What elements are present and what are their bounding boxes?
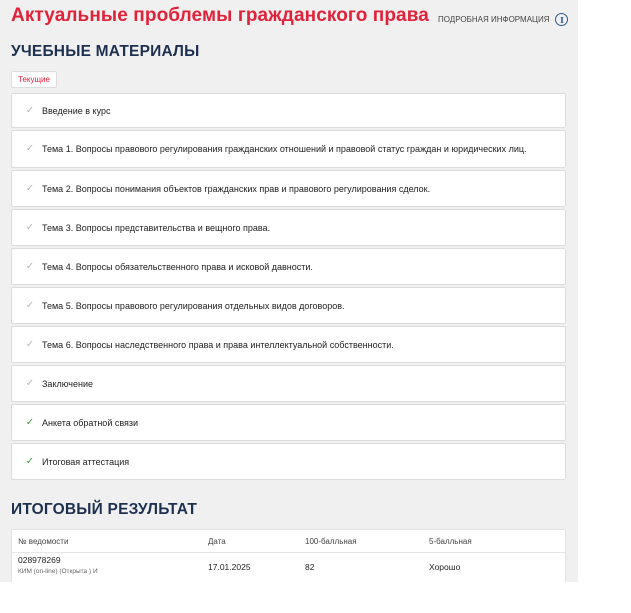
module-item-topic-6[interactable] — [11, 326, 566, 363]
module-label: Тема 4. Вопросы обязательственного права и исковой давности. — [42, 261, 313, 272]
module-item-topic-1[interactable] — [11, 130, 566, 168]
check-icon: ✓ — [25, 143, 35, 154]
column-header: № ведомости — [18, 536, 69, 546]
results-table — [11, 529, 566, 582]
module-item-conclusion[interactable] — [11, 365, 566, 402]
score100-cell: 82 — [305, 562, 315, 572]
module-item-topic-4[interactable] — [11, 248, 566, 285]
module-item-topic-5[interactable] — [11, 287, 566, 324]
check-icon: ✓ — [25, 377, 35, 389]
module-label: Введение в курс — [42, 105, 111, 116]
date-cell: 17.01.2025 — [208, 562, 251, 572]
column-header: 5-балльная — [429, 536, 472, 546]
check-icon: ✓ — [25, 260, 35, 272]
table-row — [12, 553, 565, 582]
results-title: ИТОГОВЫЙ РЕЗУЛЬТАТ — [11, 501, 198, 518]
module-label: Заключение — [42, 378, 93, 389]
module-item-topic-2[interactable] — [11, 170, 566, 207]
more-info-link[interactable] — [438, 13, 568, 26]
module-item-final-attestation[interactable] — [11, 443, 566, 480]
module-label: Тема 2. Вопросы понимания объектов гражданских прав и правового регулирования сделок. — [42, 183, 431, 194]
course-title: Актуальные проблемы гражданского права — [11, 5, 429, 26]
record-note: КИМ (on-line) (Открыта ) И — [18, 568, 98, 575]
materials-title: УЧЕБНЫЕ МАТЕРИАЛЫ — [11, 43, 200, 60]
score5-cell: Хорошо — [429, 562, 461, 572]
check-icon: ✓ — [25, 221, 35, 233]
module-label: Анкета обратной связи — [42, 417, 139, 428]
more-info-label: ПОДРОБНАЯ ИНФОРМАЦИЯ — [438, 15, 550, 24]
module-label: Тема 6. Вопросы наследственного права и права интеллектуальной собственности. — [42, 339, 394, 350]
module-label: Тема 1. Вопросы правового регулирования гражданских отношений и правовой статус граждан и юридических лиц. — [42, 144, 527, 154]
check-icon: ✓ — [25, 338, 35, 350]
module-label: Тема 3. Вопросы представительства и вещного права. — [42, 222, 271, 233]
filter-current-tab[interactable]: Текущие — [11, 71, 57, 88]
check-icon: ✓ — [25, 104, 35, 116]
column-header: Дата — [208, 536, 226, 546]
modules-list — [11, 93, 566, 482]
module-item-topic-3[interactable] — [11, 209, 566, 246]
module-label: Итоговая аттестация — [42, 456, 130, 467]
results-header-row — [12, 530, 565, 553]
module-label: Тема 5. Вопросы правового регулирования отдельных видов договоров. — [42, 300, 345, 311]
check-icon: ✓ — [25, 182, 35, 194]
module-item-intro[interactable] — [11, 93, 566, 128]
column-header: 100-балльная — [305, 536, 357, 546]
info-icon[interactable]: I — [555, 13, 568, 26]
record-number: 028978269 — [18, 555, 61, 565]
check-icon: ✓ — [25, 299, 35, 311]
module-item-feedback-survey[interactable] — [11, 404, 566, 441]
check-icon: ✓ — [25, 416, 35, 428]
record-cell — [18, 555, 98, 575]
check-icon: ✓ — [25, 455, 35, 467]
